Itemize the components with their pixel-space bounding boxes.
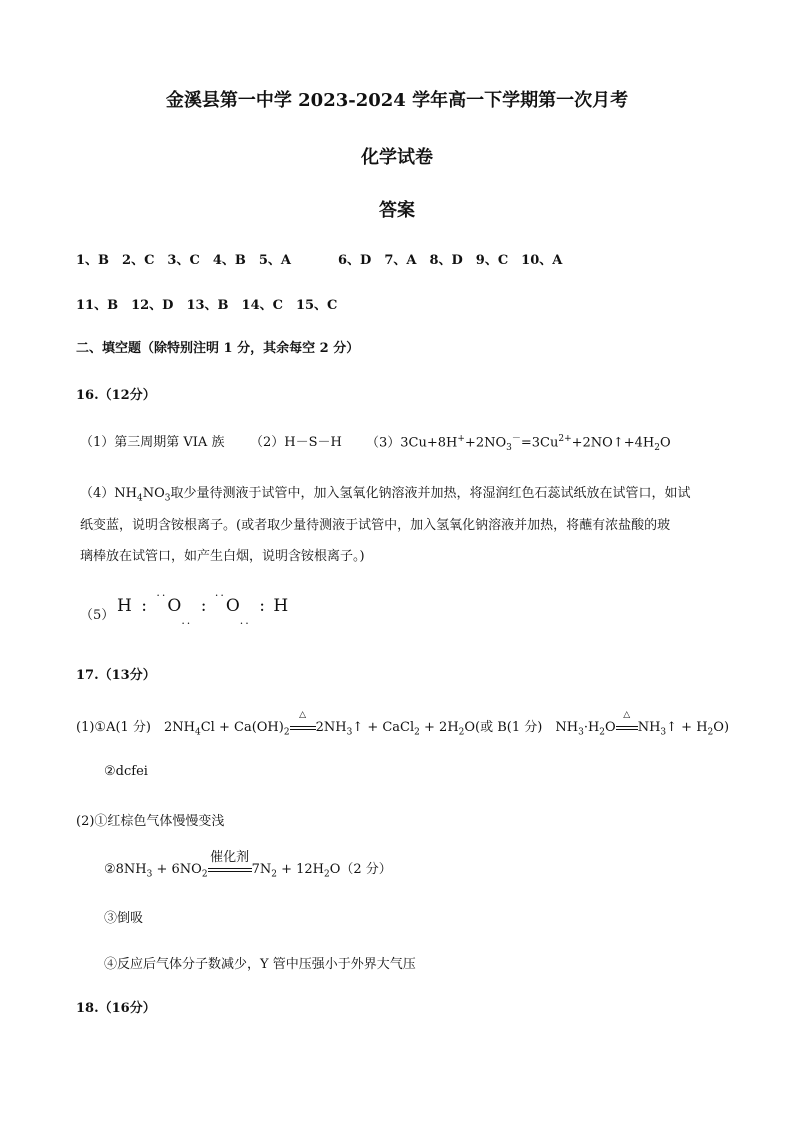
q17-answer-1-2: ②dcfei [104,764,148,779]
hydrogen-peroxide-lewis-structure [117,589,289,630]
q17-answer-2-1: (2)①红棕色气体慢慢变浅 [76,814,225,829]
heat-equals-sign: △ [290,720,316,735]
lewis-o-left: ··O·· [156,589,193,630]
mc-answers-row2: 11、B 12、D 13、B 14、C 15、C [76,298,338,313]
q16-label: 16.（12分） [76,388,156,403]
lewis-bond-dots: : [259,596,265,616]
answer-heading: 答案 [379,200,415,221]
lewis-bond-dots: : [200,596,207,616]
catalyst-equals-sign: 催化剂 [208,862,252,877]
q16-answer-3: $(3)3Cu+8H^++2NO_3^-=3Cu^{2+}+2NO↑+4H_2O$ [366,434,671,453]
heat-equals-sign: △ [616,720,638,735]
exam-title: 金溪县第一中学 2023-2024 学年高一下学期第一次月考 [165,90,629,111]
lone-pair-dots: ·· [181,617,193,630]
q18-label: 18.（16分） [76,1001,156,1016]
q16-answer-5-label: （5） [80,608,115,623]
q17-answer-2-3: ③倒吸 [104,911,144,926]
lewis-bond-dots: : [141,596,147,616]
mc-answers-row1b: 6、D 7、A 8、D 9、C 10、A [338,253,563,268]
lone-pair-dots: ·· [156,589,168,602]
lewis-o-right: ··O·· [214,589,251,630]
lewis-h-right: H [273,596,289,616]
q17-answer-1-1: (1)①A(1 分) $2NH_4Cl + Ca(OH)_2$ △ $2NH_3↑$ + CaCl$_2$ + $2H_2O$(或 B(1 分) $NH_3\cdot H_2O$ △ $NH_3↑ + H_2O$) [76,710,730,738]
q16-answer-1: （1）第三周期第 VIA 族 [80,435,225,450]
lone-pair-dots: ·· [239,617,251,630]
mc-answers-row1a: 1、B 2、C 3、C 4、B 5、A [76,253,291,268]
q16-answer-4-line1: $(4)NH_4NO_3$取少量待测液于试管中，加入氢氧化钠溶液并加热，将湿润红色石蕊试纸放在试管口，如试 [80,486,691,504]
q16-answer-4-line2: 纸变蓝，说明含铵根离子。(或者取少量待测液于试管中，加入氢氧化钠溶液并加热，将蘸有浓盐酸的玻 [80,518,671,533]
q17-label: 17.（13分） [76,668,156,683]
section-heading: 二、填空题（除特别注明 1 分，其余每空 2 分） [76,341,360,356]
q17-answer-2-2: $②8NH_3 + 6NO_2$ 催化剂 $7N_2 + 12H_2O(2$ 分） [104,850,392,880]
exam-subject: 化学试卷 [361,147,433,168]
q16-answer-4-line3: 璃棒放在试管口，如产生白烟，说明含铵根离子。) [80,549,365,564]
q16-answer-2: （2）H－S－H [250,435,342,450]
lewis-h-left: H [117,596,132,616]
lone-pair-dots: ·· [214,589,226,602]
q17-answer-2-4: ④反应后气体分子数减少，Y 管中压强小于外界大气压 [104,957,416,972]
